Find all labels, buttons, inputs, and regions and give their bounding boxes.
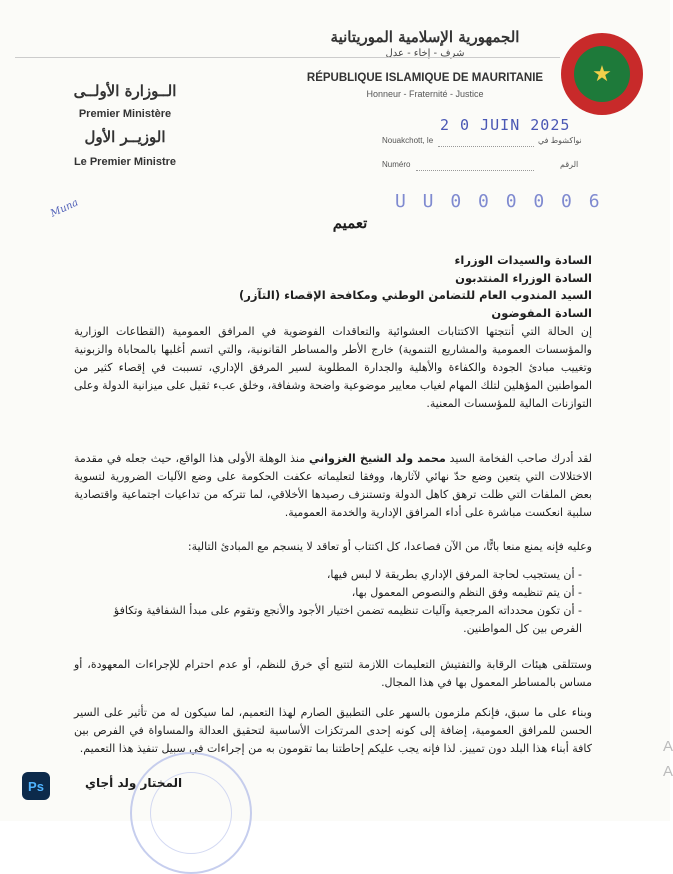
national-seal-icon bbox=[561, 33, 643, 115]
number-stamp: U U 0 0 0 0 0 6 bbox=[395, 191, 603, 212]
photoshop-app-icon[interactable]: Ps bbox=[22, 772, 50, 800]
motto-arabic: شرف - إخاء - عدل bbox=[385, 48, 465, 59]
minister-french: Le Premier Ministre bbox=[73, 156, 177, 168]
date-line bbox=[438, 146, 534, 147]
number-label-ar: الرقم bbox=[560, 160, 579, 169]
header-divider bbox=[15, 57, 560, 58]
number-label-fr: Numéro bbox=[382, 160, 411, 169]
list-item: - أن تكون محدداته المرجعية وآليات تنظيمه تضمن اختيار الأجود والأنجع وتقوم على مبدأ الشفافية وتكافؤ الفرص بين كل المواطنين. bbox=[113, 604, 582, 635]
signature-name: المختار ولد أجاي bbox=[85, 776, 183, 790]
ministry-arabic: الــوزارة الأولــى bbox=[73, 82, 177, 100]
official-stamp-icon bbox=[130, 752, 252, 874]
principles-list bbox=[84, 566, 582, 638]
paragraph-2-start: لقد أدرك صاحب الفخامة السيد bbox=[445, 452, 593, 465]
minister-arabic: الوزيــر الأول bbox=[84, 128, 166, 146]
place-date-label-ar: نواكشوط في bbox=[538, 136, 582, 145]
country-name-french: RÉPUBLIQUE ISLAMIQUE DE MAURITANIE bbox=[306, 72, 544, 84]
addressee: السادة والسيدات الوزراء bbox=[454, 253, 592, 267]
date-stamp: 2 0 JUIN 2025 bbox=[440, 116, 571, 134]
ministry-french: Premier Ministère bbox=[78, 108, 172, 120]
paragraph-1: إن الحالة التي أنتجتها الاكتتابات العشوائية والتعاقدات الفوضوية في المرافق العمومية (القطاعات الوزارية والمؤسسات العمومية والمشاريع التنموية) خارج الأطر والمساطر القانونية، والتي اتسم أغلبها بالمحاباة والزبونية وتغييب مبادئ الجودة والكفاءة والأهلية والجدارة المطلوبة لسير المرفق الإداري، تسببت في إقصاء كثير من المواطنين المؤهلين لتلك المهام لغياب معايير موضوعية واضحة وشفافة، وخلق عبء ثقيل على ميزانية الدولة وعلى التوازنات المالية للمؤسسات المعنية. bbox=[74, 325, 592, 410]
document-title: تعميم bbox=[332, 214, 368, 232]
number-line bbox=[416, 170, 534, 171]
star-crescent-icon: ★ bbox=[574, 46, 630, 102]
handwritten-note: Muna bbox=[49, 197, 81, 220]
country-name-arabic: الجمهورية الإسلامية الموريتانية bbox=[330, 28, 520, 46]
addressee: السيد المندوب العام للتضامن الوطني ومكافحة الإقصاء (التآزر) bbox=[239, 288, 592, 302]
place-date-label-fr: Nouakchott, le bbox=[382, 136, 434, 145]
addressee-list bbox=[72, 252, 592, 322]
paragraph-4: وستتلقى هيئات الرقابة والتفتيش التعليمات اللازمة لتتبع أي خرق للنظم، أو عدم احترام للإجراءات المعهودة، أو مساس بالمساطر المعمول بها في هذا المجال. bbox=[74, 658, 592, 689]
paragraph-3: وعليه فإنه يمنع منعا باتًّا، من الآن فصاعدا، كل اكتتاب أو تعاقد لا ينسجم مع المبادئ التالية: bbox=[187, 540, 592, 553]
edge-artifact-letter: A bbox=[662, 763, 673, 780]
edge-artifact-letter: A bbox=[662, 738, 673, 755]
paragraph-5: وبناء على ما سبق، فإنكم ملزمون بالسهر على التطبيق الصارم لهذا التعميم، لما سيكون له من تأثير على السير الحسن للمرافق العمومية، إضافة إلى كونه إحدى المرتكزات الأساسية لتحقيق العدالة والمساواة في الفرص بين كافة أبناء هذا البلد دون تمييز. لذا فإنه يجب عليكم إحاطتنا بما تقومون به من إجراءات في سبيل تنفيذ هذا التعميم. bbox=[74, 706, 592, 755]
list-item: - أن يستجيب لحاجة المرفق الإداري بطريقة لا لبس فيها، bbox=[326, 568, 582, 581]
addressee: السادة المفوضون bbox=[491, 305, 592, 320]
addressee: السادة الوزراء المنتدبون bbox=[455, 270, 592, 285]
motto-french: Honneur - Fraternité - Justice bbox=[366, 89, 484, 99]
paragraph-2 bbox=[74, 450, 592, 522]
list-item: - أن يتم تنظيمه وفق النظم والنصوص المعمول بها، bbox=[351, 586, 582, 599]
president-name: محمد ولد الشيخ الغزواني bbox=[308, 452, 446, 465]
paragraph-2-end: منذ الوهلة الأولى هذا الواقع، حيث جعله في مقدمة الاختلالات التي يتعين وضع حدّ نهائي لآثارها، ووفقا لتعليماته عكفت الحكومة على وضع الآليات الضرورية لتسوية بعض الملفات التي ظلت ترهق كاهل الدولة وتستنزف رصيدها الأخلاقي، لما تتركه من تداعيات اجتماعية واقتصادية سلبية انعكست مباشرة على أداء المرافق الإدارية والخدمة العمومية. bbox=[74, 452, 592, 519]
